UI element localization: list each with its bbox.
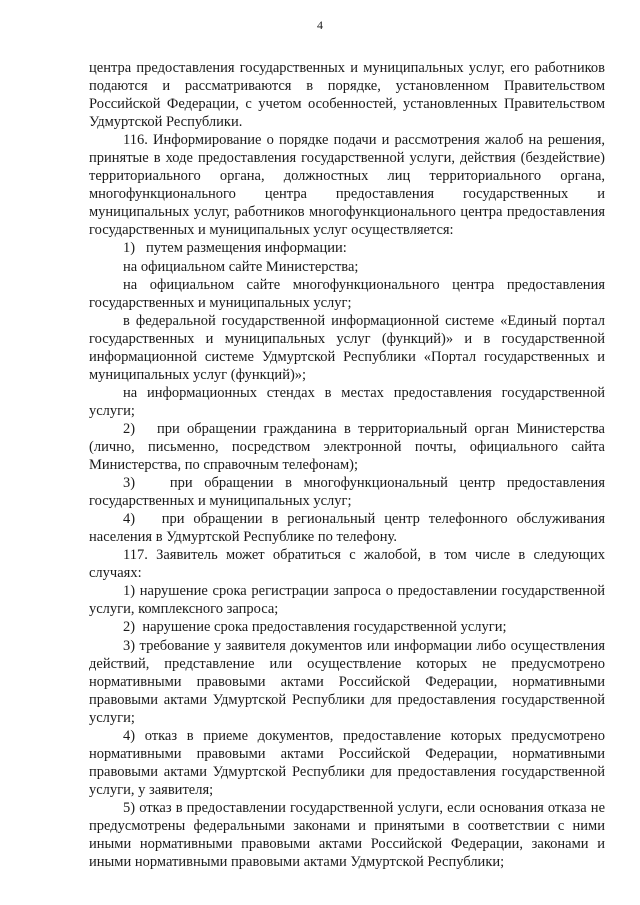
- list-item-116-2: 2) при обращении гражданина в территориальный орган Министерства (лично, письменно, посредством электронной почты, официального сайта Министерства, по справочным телефонам);: [89, 420, 605, 474]
- list-item-116-1: 1) путем размещения информации:: [123, 240, 347, 257]
- list-item-stands: на информационных стендах в местах предоставления государственной услуги;: [89, 384, 605, 419]
- list-item-116-3: 3) при обращении в многофункциональный центр предоставления государственных и муниципальных услуг;: [89, 475, 605, 510]
- list-item-117-4: 4) отказ в приеме документов, предоставление которых предусмотрено нормативными правовыми актами Российской Федерации, нормативными правовыми актами Удмуртской Республики для предоставления государственной услуги, у заявителя;: [89, 727, 605, 798]
- list-item-portal: в федеральной государственной информационной системе «Единый портал государственных и муниципальных услуг (функций)» и в государственной информационной системе Удмуртской Республики «Портал государственных и муниципальных услуг (функций)»;: [89, 312, 605, 383]
- paragraph-116: 116. Информирование о порядке подачи и рассмотрения жалоб на решения, принятые в ходе предоставления государственной услуги, действия (бездействие) территориального органа, должностных лиц территориального органа, многофункционального центра предоставления государственных и муниципальных услуг, работников многофункционального центра предоставления государственных и муниципальных услуг осуществляется:: [89, 132, 605, 239]
- paragraph-continuation: центра предоставления государственных и муниципальных услуг, его работников подаются и рассматриваются в порядке, установленном Правительством Российской Федерации, с учетом особенностей, установленных Правительством Удмуртской Республики.: [89, 60, 605, 131]
- list-item-ministry-site: на официальном сайте Министерства;: [123, 258, 359, 275]
- list-item-117-5: 5) отказ в предоставлении государственной услуги, если основания отказа не предусмотрены федеральными законами и принятыми в соответствии с ними иными нормативными правовыми актами Российской Федерации, законами и иными нормативными правовыми актами Удмуртской Республики;: [89, 799, 605, 871]
- page-number: 4: [317, 18, 323, 32]
- list-item-117-1: 1) нарушение срока регистрации запроса о предоставлении государственной услуги, комплексного запроса;: [89, 583, 605, 618]
- list-item-117-2: 2) нарушение срока предоставления государственной услуги;: [123, 619, 507, 636]
- list-item-mfc-site: на официальном сайте многофункционального центра предоставления государственных и муниципальных услуг;: [89, 276, 605, 311]
- list-item-116-4: 4) при обращении в региональный центр телефонного обслуживания населения в Удмуртской Республике по телефону.: [89, 511, 605, 546]
- list-item-117-3: 3) требование у заявителя документов или информации либо осуществления действий, представление или осуществление которых не предусмотрено нормативными правовыми актами Российской Федерации, нормативными правовыми актами Удмуртской Республики для предоставления государственной услуги;: [89, 637, 605, 726]
- paragraph-117: 117. Заявитель может обратиться с жалобой, в том числе в следующих случаях:: [89, 547, 605, 582]
- document-body: [89, 59, 605, 871]
